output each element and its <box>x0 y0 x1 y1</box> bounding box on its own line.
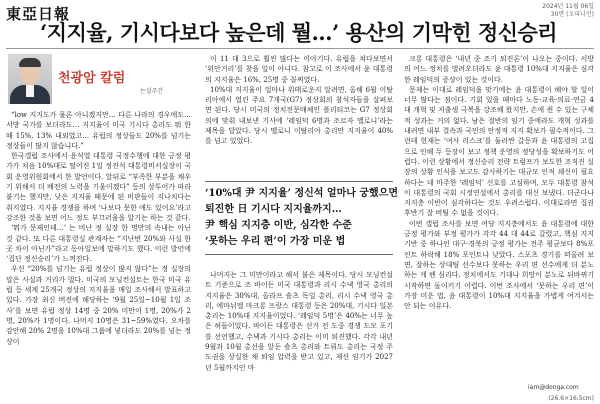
article-column-2-top <box>205 54 393 178</box>
article-column-2-bottom <box>205 270 393 400</box>
pull-quote-line: 尹 핵심 지지층 이반, 심각한 수준 <box>205 220 352 231</box>
clipping-dimensions: (26.6×16.5cm) <box>548 395 594 402</box>
paragraph: 10%대 지지율이 얼마나 위태로운지 알려면, 올해 6월 이탈리아에서 열린 주요 7개국(G7) 정상회의 참석자들을 살펴보면 된다. 당시 미국의 정치전문매체인 폴리티코는 G7 정상회의에 맞춰 내보낸 기사에 ‘레임덕 6명과 조르자 멜로니’라는 제목을 달았다. 당시 멜로니 이탈리아 총리만 지지율이 40%를 넘고 있었다. <box>205 85 393 146</box>
pull-quote-line: ‘못하는 우리 편’이 가장 미운 법 <box>205 236 346 247</box>
columnist-role: 논설주간 <box>140 88 164 95</box>
columnist-photo <box>8 54 52 104</box>
paragraph: “low 지지도가 물론 아니겠지만… 다른 나라의 경우에도… 서방 국가를 보더라도… 지지율이 미국 기시다 총리도 뭐 한때 15%, 13% 내외였고… 유럽의 정상들도 20%를 넘기는 정상들이 많지 않습니다.” <box>6 111 191 150</box>
article-headline: ‘지지율, 기시다보다 높은데 뭘…’ 용산의 기막힌 정신승리 <box>40 20 558 45</box>
article-column-3 <box>404 54 594 382</box>
photo-collar <box>26 85 34 97</box>
newspaper-masthead: 東亞日報 <box>6 5 71 23</box>
paragraph: 한국갤럽 조사에서 윤석열 대통령 국정수행에 대한 긍정 평가가 처음 10%대로 떨어진 1일 정진석 대통령비서실장이 국회 운영위원회에서 한 발언이다. 앞뒤로 “부족한 부분을 채우기 위해서 더 배전의 노력을 기울이겠다” 등의 상투어가 따라붙기는 했지만, 낮은 지지율 때문에 된 비판들이 지나치다는 취지였다. 지지율 경쟁을 하며 ‘나보다 못한 애도 있어요’라고 강조한 것을 보면 어느 정도 부끄러움을 알기는 하는 것 같다. <box>6 152 191 222</box>
paragraph: 나머지는 그 미만이라고 해서 붙은 제목이다. 당시 모닝컨설트 기준으로 조 바이든 미국 대통령과 리시 수낵 영국 총리의 지지율은 30%대, 올라프 숄츠 독일 총리, 리시 수낵 영국 총리, 에마뉘엘 마크롱 프랑스 대통령 등은 20%대, 기시다 일본 총리는 10%대 지지율이었다. ‘레임덕 5명’은 40%는 너무 높은 허들이었다. 바이든 대통령은 선거 전 도중 경쟁 도모 포기를 선언했고, 수낵과 기시다 총리는 이미 퇴진했다. 각각 내년 9월과 10월 총선을 앞둔 숄츠 총리와 트뤼도 총리는 국정 주도권을 상실한 채 퇴임 압력을 받고 있고, 재선 임기가 2027년 5월까지인 마 <box>205 271 393 372</box>
paragraph: 이 11 대 3으로 훨씬 많다는 이야기다. 유럽을 쳐다보면서 ‘위안거리’를 찾을 일이 아니다. 참고로 이 조사에서 윤 대통령의 지지율은 16%, 25명 중 꼴찌였다. <box>205 55 393 84</box>
headline-divider <box>6 48 594 49</box>
paragraph: 우선 “20%를 넘기는 유럽 정상이 많지 않다”는 정 실장의 말은 사실과 거리가 멀다. 미국의 모닝컨설트는 한국 미국 유럽 등 세계 25개국 정상의 지지율을 매일 조사해서 발표하고 있다. 가장 최신 버전에 해당하는 ‘9월 25일~10월 1일 조사’를 보면 유럽 정상 14명 중 20% 미만이 1명, 20%가 2명, 20%가 1명이다. 나머지 10명은 31~59%였다. 오차를 감안해 20% 2명을 10%대 그룹에 넣더라도 20%를 넘는 정상이 <box>6 265 191 346</box>
pull-quote-box <box>205 181 399 255</box>
pull-quote-line: 퇴진한 日 기시다 지지율까지… <box>205 204 342 215</box>
columnist-name: 천광암 칼럼 <box>58 71 126 86</box>
page-section: 30면 (오피니언) <box>550 11 594 18</box>
paragraph: ‘뭐가 문제인데…’ 는 비난 정 실장 한 명만의 속내는 아닌 것 같다. 또 다른 대통령실 관계자는 “지난번 20%와 사실 한 곳 차이 아닌가”라고 동아일보에 말하기도 했다. 이런 발언에 ‘집단 정신승리’가 느껴진다. <box>6 224 191 264</box>
paragraph: 문제는 이대로 레임덕을 맞기에는 윤 대통령이 해야 할 일이 너무 많다는 점이다. 기회 있을 때마다 노동·교육·의료·연금 4대 개혁 및 저출생 극복을 강조해 왔지만, 손에 쥔 수 있는 구체적 성과는 거의 없다. 남은 절반의 임기 중에라도 개혁 성과를 내려면 내부 결속과 국민의 안정적 지지 확보가 필수적이다. 그런데 현재는 ‘여사 리스크’를 둘러싼 갈등과 윤 대통령의 고집으로 인해 두 등장이 보고 정책 운영의 정당성을 확보하기도 어렵다. 이런 상황에서 정신승리 전략 트럼프가 보도한 조직진 실장의 상황 인식을 보고도 감사하기는 대규모 인적 쇄신이 필요하다는 데 마주한 ‘레임덕’ 신호를 고심하며, 모두 대통령 참석이 대통령의 국회 시정연설에서 총리를 대신 보냈다. 더군다나 지지층 이반이 심각하다는 것도 우려스럽다. 이대로라면 집권 후반기 잘 버틸 수 없을 것이다. <box>404 85 594 218</box>
pull-quote-line: ‘10%대 尹 지지율’ 정신석 얼마나 궁했으면 <box>205 188 399 199</box>
author-email: iam@donga.com <box>528 384 579 391</box>
publish-date: 2024년 11월 06일 <box>542 3 594 10</box>
paragraph: 크롱 대통령은 ‘내년 중 조기 퇴진론’이 나오는 중이다. 서방의 어느 정치를 벌려오더라도 윤 대통령 10%대 지지율은 심각한 레임덕의 증상이 있는 것이다. <box>404 55 594 84</box>
article-column-1 <box>6 110 191 394</box>
photo-hair <box>19 58 41 67</box>
paragraph: 이번 갤럽 조사를 보면 여당 지지층에서도 윤 대통령에 대한 긍정 평가와 부정 평가가 각각 44 대 44로 갈렸고, 핵심 지지기반 중 하나인 대구·경북의 긍정 평가는 전주 평균보다 8%포인트 하락해 18% 포인트나 낮았다. 스포츠 경기를 떠올려 보면, 잘하는 상대팀 선수보다 못하는 우리 편 선수에게 더 분노하는 게 팬 심리다. 정치에서도 기대나 희망이 분노로 뒤바뀌기 시작하면 돌이키기 어렵다. 이번 조사에서 ‘못하는 우리 편’이 가장 미운 법, 윤 대통령이 10%대 지지율을 가볍게 여겨서는 안 되는 이유다. <box>404 219 594 311</box>
